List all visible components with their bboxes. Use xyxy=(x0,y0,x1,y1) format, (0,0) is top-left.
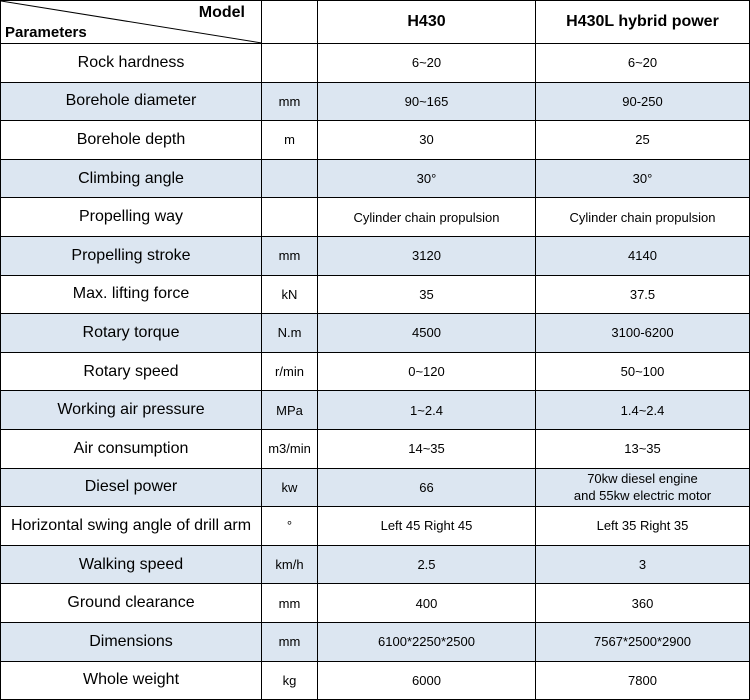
h430l-value: 4140 xyxy=(536,236,750,275)
table-row xyxy=(1,622,750,661)
h430l-value: 3100-6200 xyxy=(536,314,750,353)
param-name: Ground clearance xyxy=(1,584,262,623)
param-unit: N.m xyxy=(262,314,318,353)
h430l-value: 1.4~2.4 xyxy=(536,391,750,430)
param-name: Dimensions xyxy=(1,622,262,661)
table-row xyxy=(1,275,750,314)
param-unit xyxy=(262,159,318,198)
param-unit xyxy=(262,198,318,237)
table-row xyxy=(1,121,750,160)
model-parameters-header-cell xyxy=(1,1,262,44)
h430l-value: 3 xyxy=(536,545,750,584)
h430l-value: 90-250 xyxy=(536,82,750,121)
param-name: Rotary torque xyxy=(1,314,262,353)
param-name: Air consumption xyxy=(1,429,262,468)
model-h430-header: H430 xyxy=(318,1,536,44)
h430-value: 3120 xyxy=(318,236,536,275)
param-name: Borehole diameter xyxy=(1,82,262,121)
h430-value: 4500 xyxy=(318,314,536,353)
h430-value: 0~120 xyxy=(318,352,536,391)
h430-value: 35 xyxy=(318,275,536,314)
table-row xyxy=(1,661,750,700)
h430l-value-line2: and 55kw electric motor xyxy=(573,488,712,504)
param-unit xyxy=(262,44,318,83)
param-name: Rock hardness xyxy=(1,44,262,83)
h430-value: 400 xyxy=(318,584,536,623)
param-unit: kw xyxy=(262,468,318,507)
param-unit: mm xyxy=(262,584,318,623)
table-row xyxy=(1,584,750,623)
param-name: Walking speed xyxy=(1,545,262,584)
h430l-value: 25 xyxy=(536,121,750,160)
h430l-value: 50~100 xyxy=(536,352,750,391)
table-row xyxy=(1,352,750,391)
param-unit: MPa xyxy=(262,391,318,430)
header-row xyxy=(1,1,750,44)
table-row xyxy=(1,468,750,507)
param-unit: r/min xyxy=(262,352,318,391)
h430-value: 30 xyxy=(318,121,536,160)
h430l-value: 13~35 xyxy=(536,429,750,468)
h430l-value: 7800 xyxy=(536,661,750,700)
h430-value: 30° xyxy=(318,159,536,198)
param-unit: mm xyxy=(262,82,318,121)
table-row xyxy=(1,507,750,546)
model-label: Model xyxy=(198,4,245,21)
h430l-value: 6~20 xyxy=(536,44,750,83)
param-name: Working air pressure xyxy=(1,391,262,430)
h430-value: 1~2.4 xyxy=(318,391,536,430)
param-name: Propelling way xyxy=(1,198,262,237)
h430-value: 6100*2250*2500 xyxy=(318,622,536,661)
param-name: Propelling stroke xyxy=(1,236,262,275)
h430l-value-line1: 70kw diesel engine xyxy=(587,471,698,487)
param-unit: m3/min xyxy=(262,429,318,468)
h430l-value: 37.5 xyxy=(536,275,750,314)
parameters-label: Parameters xyxy=(5,24,87,41)
h430l-value: Left 35 Right 35 xyxy=(536,507,750,546)
table-row xyxy=(1,545,750,584)
h430-value: 2.5 xyxy=(318,545,536,584)
param-name: Rotary speed xyxy=(1,352,262,391)
param-name: Max. lifting force xyxy=(1,275,262,314)
h430-value: Left 45 Right 45 xyxy=(318,507,536,546)
param-unit: mm xyxy=(262,236,318,275)
param-unit: kg xyxy=(262,661,318,700)
h430-value: 90~165 xyxy=(318,82,536,121)
unit-header-cell xyxy=(262,1,318,44)
h430l-value: 360 xyxy=(536,584,750,623)
param-unit: ° xyxy=(262,507,318,546)
h430l-value: Cylinder chain propulsion xyxy=(536,198,750,237)
h430-value: 66 xyxy=(318,468,536,507)
param-unit: km/h xyxy=(262,545,318,584)
param-unit: kN xyxy=(262,275,318,314)
h430-value: Cylinder chain propulsion xyxy=(318,198,536,237)
table-row xyxy=(1,236,750,275)
param-name: Climbing angle xyxy=(1,159,262,198)
h430l-value: 7567*2500*2900 xyxy=(536,622,750,661)
h430-value: 6000 xyxy=(318,661,536,700)
model-h430l-header: H430L hybrid power xyxy=(536,1,750,44)
param-unit: m xyxy=(262,121,318,160)
h430l-value xyxy=(536,468,750,507)
table-row xyxy=(1,391,750,430)
table-row xyxy=(1,429,750,468)
h430l-value: 30° xyxy=(536,159,750,198)
h430-value: 14~35 xyxy=(318,429,536,468)
table-row xyxy=(1,198,750,237)
table-row xyxy=(1,314,750,353)
param-name: Diesel power xyxy=(1,468,262,507)
table-row xyxy=(1,82,750,121)
param-name: Horizontal swing angle of drill arm xyxy=(1,507,262,546)
table-row xyxy=(1,44,750,83)
table-row xyxy=(1,159,750,198)
param-unit: mm xyxy=(262,622,318,661)
h430-value: 6~20 xyxy=(318,44,536,83)
param-name: Borehole depth xyxy=(1,121,262,160)
param-name: Whole weight xyxy=(1,661,262,700)
